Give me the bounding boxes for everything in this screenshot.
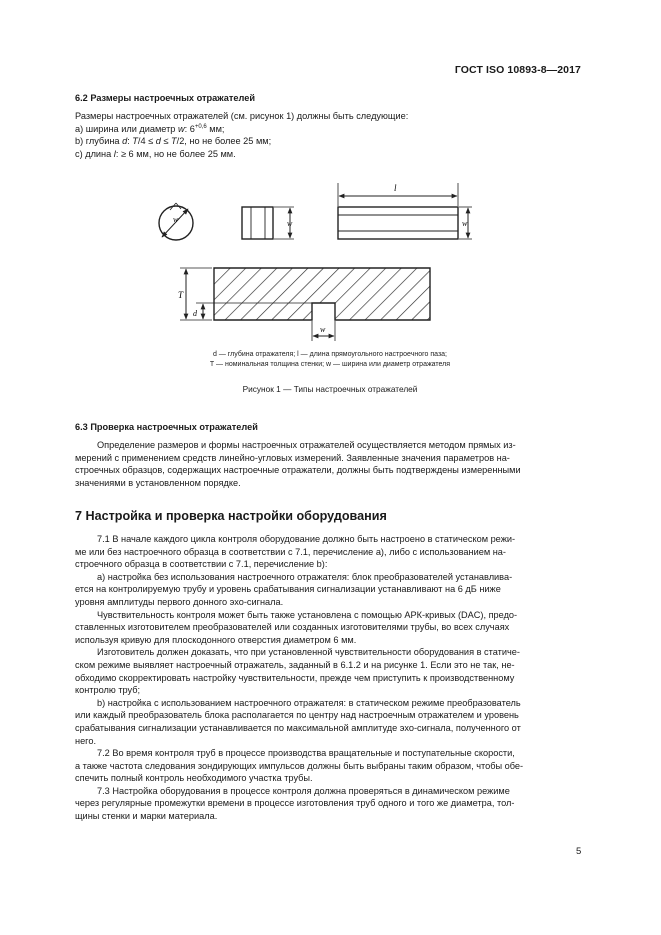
square-reflector-icon bbox=[242, 207, 294, 239]
pdac-line: используя кривую для плоскодонного отверстия диаметром 6 мм. bbox=[75, 634, 357, 645]
section-6-3-paragraph bbox=[75, 439, 583, 489]
p73-line: щины стенки и марки материала. bbox=[75, 811, 218, 822]
p72-line: а также частота следования зондирующих импульсов должны быть выбраны таким образом, чтобы обе- bbox=[75, 760, 524, 771]
pdac-line: Чувствительность контроля может быть также установлена с помощью АРК-кривых (DAC), предо- bbox=[97, 609, 518, 620]
square-w-label: w bbox=[287, 219, 293, 228]
s63-line: значениями в установленном порядке. bbox=[75, 477, 241, 488]
figure-caption: Рисунок 1 — Типы настроечных отражателей bbox=[242, 384, 418, 394]
round-reflector-icon bbox=[159, 203, 193, 240]
figure-legend bbox=[130, 350, 530, 370]
pmaker-line: ском режиме выявляет настроечный отражатель, заданный в 6.1.2 и на рисунке 1. Если это не так, не- bbox=[75, 659, 515, 670]
pa-line: ется на контролируемую трубу и уровень срабатывания сигнализации устанавливают на 6 дБ ниже bbox=[75, 584, 501, 595]
round-w-label: w bbox=[173, 215, 179, 224]
pa-line: уровня амплитуды первого донного эхо-сигнала. bbox=[75, 596, 284, 607]
s62-item-a: а) ширина или диаметр w: $6^{+0,6}$ мм; bbox=[75, 123, 225, 134]
s63-line: мерений с применением средств линейно-угловых измерений. Заявленные значения параметров на- bbox=[75, 452, 510, 463]
pb-line: b) настройка с использованием настроечного отражателя: в статическом режиме преобразователь bbox=[97, 697, 521, 708]
figure-legend-line-1: d — глубина отражателя; l — длина прямоугольного настроечного паза; bbox=[213, 351, 447, 358]
s62-intro: Размеры настроечных отражателей (см. рисунок 1) должны быть следующие: bbox=[75, 111, 409, 121]
p71-line: строечного образца в соответствии с 7.1, перечисление b): bbox=[75, 559, 328, 570]
pa-line: а) настройка без использования настроечного отражателя: блок преобразователей устанавлива- bbox=[97, 571, 513, 582]
pb-line: или каждый преобразователь блока располагается по центру над настроечным отражателем и уровень bbox=[75, 710, 519, 721]
p72-line: 7.2 Во время контроля труб в процессе производства вращательные и поступательные скорости, bbox=[97, 748, 515, 759]
section-7-heading: 7 Настройка и проверка настройки оборудования bbox=[75, 509, 387, 523]
notch-l-label: l bbox=[394, 183, 397, 193]
figure-1-drawing bbox=[0, 0, 661, 360]
s62-item-b: b) глубина d: T/4 ≤ d ≤ T/2, но не более 25 мм; bbox=[75, 136, 272, 147]
p73-line: 7.3 Настройка оборудования в процессе контроля должна проверяться в динамическом режиме bbox=[97, 785, 510, 796]
section-7-body bbox=[75, 533, 583, 823]
p73-line: через регулярные промежутки времени в процессе изготовления труб одного и того же диаметра, тол- bbox=[75, 798, 515, 809]
pmaker-line: обходимо скорректировать настройку чувствительности, прежде чем приступить к производственному bbox=[75, 672, 515, 683]
p71-line: ме или без настроечного образца в соответствии с 7.1, перечисление а), либо с использованием на- bbox=[75, 546, 506, 557]
pb-line: срабатывания сигнализации устанавливается по максимальной амплитуде эхо-сигнала, полученного от bbox=[75, 722, 521, 733]
document-header: ГОСТ ISO 10893-8—2017 bbox=[454, 64, 581, 76]
section-6-3-heading: 6.3 Проверка настроечных отражателей bbox=[75, 422, 258, 432]
section-d-label: d bbox=[193, 309, 197, 318]
section-6-2-heading: 6.2 Размеры настроечных отражателей bbox=[75, 93, 255, 103]
notch-reflector-icon bbox=[338, 183, 472, 239]
pmaker-line: контролю труб; bbox=[75, 685, 141, 696]
figure-legend-line-2: T — номинальная толщина стенки; w — ширина или диаметр отражателя bbox=[209, 361, 451, 368]
p71-line: 7.1 В начале каждого цикла контроля оборудование должно быть настроено в статическом режи- bbox=[97, 534, 516, 544]
notch-w-label: w bbox=[462, 219, 468, 228]
s62-item-c: с) длина l: ≥ 6 мм, но не более 25 мм. bbox=[75, 148, 236, 159]
page-number: 5 bbox=[576, 846, 582, 857]
section-w-label: w bbox=[320, 325, 326, 334]
section-view bbox=[178, 268, 430, 341]
pdac-line: ставленных изготовителем преобразователей или созданных изготовителями трубы, во всех случаях bbox=[75, 622, 510, 633]
p72-line: спечить полный контроль необходимого участка трубы. bbox=[75, 773, 313, 784]
pb-line: него. bbox=[75, 735, 96, 746]
section-T-label: T bbox=[178, 290, 184, 300]
pmaker-line: Изготовитель должен доказать, что при установленной чувствительности оборудования в статиче- bbox=[97, 647, 520, 658]
s63-line: строечных образцов, содержащих настроечные отражатели, должны быть подтверждены измеренными bbox=[75, 465, 521, 476]
s63-line: Определение размеров и формы настроечных отражателей осуществляется методом прямых из- bbox=[97, 440, 516, 450]
